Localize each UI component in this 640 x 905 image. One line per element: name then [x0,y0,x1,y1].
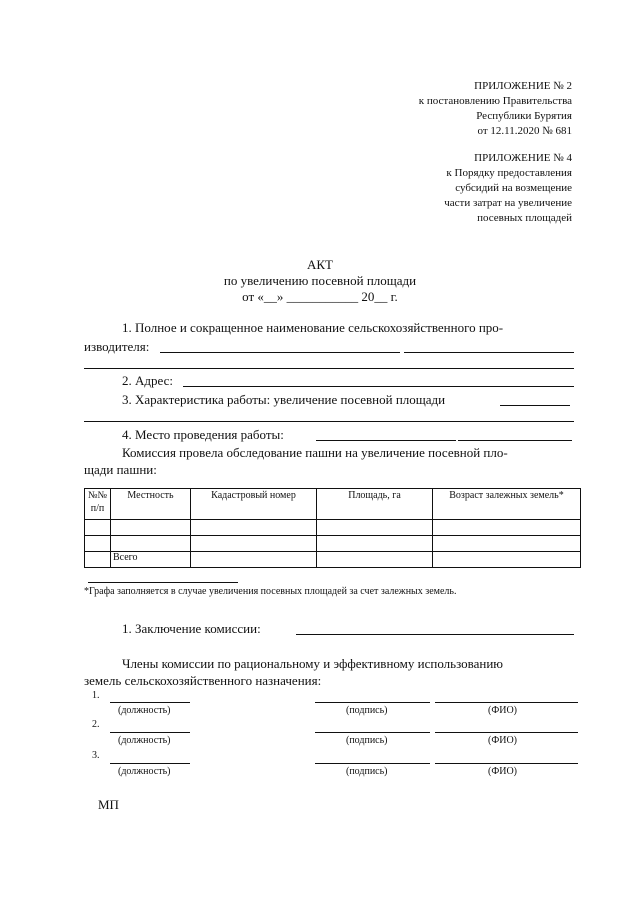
members-intro-cont: земель сельскохозяйственного назначения: [84,673,322,688]
work-location-field[interactable] [316,440,456,441]
col-header-area: Площадь, га [317,489,433,520]
position-caption: (должность) [118,735,171,746]
table-header-row [85,489,581,520]
table-cell[interactable] [317,536,433,552]
appendix-4-line: к Порядку предоставления [446,167,572,179]
act-subtitle: по увеличению посевной площади [223,273,417,288]
col-header-fallow-age: Возраст залежных земель* [433,489,581,520]
table-cell[interactable] [317,552,433,568]
signature-field[interactable] [315,763,430,764]
item-3-label: 3. Характеристика работы: увеличение посевной площади [122,392,446,407]
stamp-place: МП [98,797,119,812]
work-characteristic-field[interactable] [500,405,570,406]
conclusion-label: 1. Заключение комиссии: [122,621,261,636]
col-header-locality: Местность [111,489,191,520]
full-name-caption: (ФИО) [488,705,518,716]
survey-table [84,488,581,568]
work-location-field-2[interactable] [458,440,572,441]
appendix-2-title: ПРИЛОЖЕНИЕ № 2 [474,80,572,92]
position-field[interactable] [110,763,190,764]
item-1-label: изводителя: [84,339,150,354]
item-1-text: 1. Полное и сокращенное наименование сельскохозяйственного про- [122,320,504,335]
conclusion-field[interactable] [296,634,574,635]
item-2-label: 2. Адрес: [122,373,173,388]
address-field[interactable] [183,386,574,387]
signature-field[interactable] [315,702,430,703]
appendix-4-title: ПРИЛОЖЕНИЕ № 4 [474,152,572,164]
table-cell [85,552,111,568]
footnote: *Графа заполняется в случае увеличения посевных площадей за счет залежных земель. [84,586,457,597]
signature-caption: (подпись) [346,766,388,777]
table-cell[interactable] [191,520,317,536]
member-number: 2. [92,719,100,730]
signature-field[interactable] [315,732,430,733]
table-cell[interactable] [433,520,581,536]
full-name-caption: (ФИО) [488,766,518,777]
work-characteristic-field-cont[interactable] [84,421,574,422]
appendix-2-line: от 12.11.2020 № 681 [477,125,572,137]
table-cell[interactable] [85,520,111,536]
table-cell[interactable] [433,536,581,552]
col-header-cadastral: Кадастровый номер [191,489,317,520]
full-name-field[interactable] [435,732,578,733]
table-cell[interactable] [191,536,317,552]
table-row [85,536,581,552]
full-name-caption: (ФИО) [488,735,518,746]
member-number: 3. [92,750,100,761]
position-field[interactable] [110,702,190,703]
act-date-line: от «__» ___________ 20__ г. [242,289,398,304]
producer-name-field-cont[interactable] [84,368,574,369]
signature-caption: (подпись) [346,705,388,716]
item-4-label: 4. Место проведения работы: [122,427,284,442]
appendix-4-line: посевных площадей [477,212,572,224]
appendix-4-line: субсидий на возмещение [455,182,572,194]
col-header-number: №№ п/п [85,489,111,520]
position-caption: (должность) [118,705,171,716]
commission-text: Комиссия провела обследование пашни на увеличение посевной пло- [122,445,508,460]
commission-text-cont: щади пашни: [84,462,157,477]
full-name-field[interactable] [435,763,578,764]
table-cell[interactable] [191,552,317,568]
full-name-field[interactable] [435,702,578,703]
table-cell[interactable] [433,552,581,568]
signature-caption: (подпись) [346,735,388,746]
total-label: Всего [111,552,191,568]
footnote-separator [88,582,238,583]
table-cell[interactable] [317,520,433,536]
appendix-4-line: части затрат на увеличение [444,197,572,209]
producer-name-field[interactable] [160,352,400,353]
appendix-2-line: к постановлению Правительства [418,95,572,107]
table-cell[interactable] [85,536,111,552]
position-caption: (должность) [118,766,171,777]
table-row [85,520,581,536]
table-cell[interactable] [111,520,191,536]
member-number: 1. [92,690,100,701]
table-total-row [85,552,581,568]
members-intro: Члены комиссии по рациональному и эффективному использованию [122,656,503,671]
act-title: АКТ [307,257,333,272]
table-cell[interactable] [111,536,191,552]
position-field[interactable] [110,732,190,733]
appendix-2-line: Республики Бурятия [476,110,572,122]
producer-short-name-field[interactable] [404,352,574,353]
